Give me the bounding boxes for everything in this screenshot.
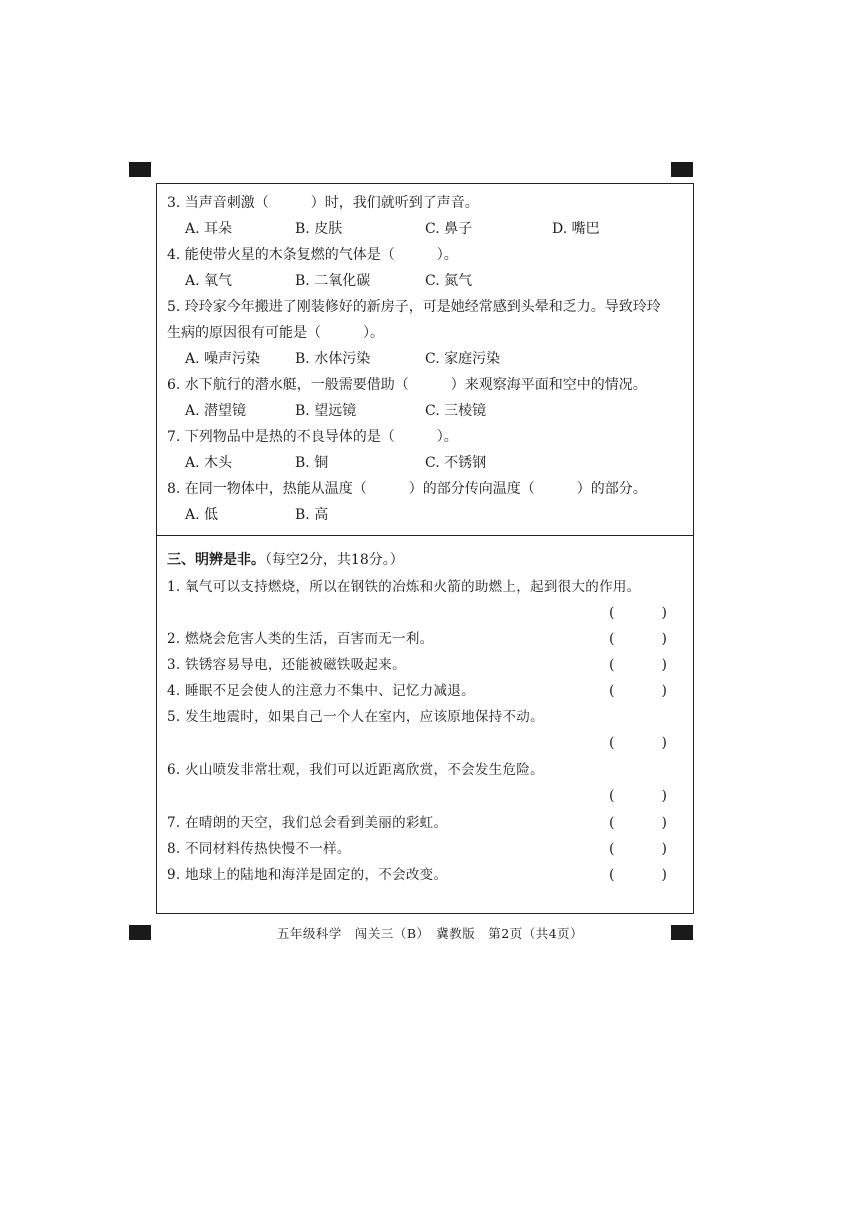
answer-blank[interactable]: ( ) (609, 631, 667, 647)
option: A. 潜望镜 (185, 403, 247, 419)
tf-item-4: 4. 睡眠不足会使人的注意力不集中、记忆力减退。 (167, 683, 475, 699)
question-5-stem-cont: 生病的原因很有可能是（ ）。 (167, 325, 384, 341)
exam-frame (156, 183, 694, 914)
answer-blank[interactable]: ( ) (609, 841, 667, 857)
tf-item-9: 9. 地球上的陆地和海洋是固定的，不会改变。 (167, 867, 448, 883)
tf-item-3: 3. 铁锈容易导电，还能被磁铁吸起来。 (167, 657, 406, 673)
option: B. 二氧化碳 (295, 273, 371, 289)
question-5-stem: 5. 玲玲家今年搬进了刚装修好的新房子，可是她经常感到头晕和乏力。导致玲玲 (167, 299, 661, 315)
section-3-heading (167, 551, 404, 569)
tf-item-8: 8. 不同材料传热快慢不一样。 (167, 841, 351, 857)
question-7-stem: 7. 下列物品中是热的不良导体的是（ ）。 (167, 429, 458, 445)
option: B. 水体污染 (295, 351, 371, 367)
option: A. 耳朵 (185, 221, 233, 237)
option: A. 噪声污染 (185, 351, 261, 367)
option: B. 铜 (295, 455, 329, 471)
answer-blank[interactable]: ( ) (609, 657, 667, 673)
question-6-stem: 6. 水下航行的潜水艇，一般需要借助（ ）来观察海平面和空中的情况。 (167, 377, 647, 393)
section-3-title: 三、明辨是非。 (167, 552, 265, 568)
option: C. 家庭污染 (425, 351, 501, 367)
option: B. 高 (295, 507, 329, 523)
option: A. 氧气 (185, 273, 233, 289)
registration-mark-top-left (129, 162, 151, 177)
tf-item-6: 6. 火山喷发非常壮观，我们可以近距离欣赏，不会发生危险。 (167, 762, 544, 778)
registration-mark-top-right (671, 162, 693, 177)
answer-blank[interactable]: ( ) (609, 815, 667, 831)
answer-blank[interactable]: ( ) (609, 605, 667, 621)
question-8-stem: 8. 在同一物体中，热能从温度（ ）的部分传向温度（ ）的部分。 (167, 481, 647, 497)
answer-blank[interactable]: ( ) (609, 867, 667, 883)
option: C. 不锈钢 (425, 455, 487, 471)
question-3-stem: 3. 当声音刺激（ ）时，我们就听到了声音。 (167, 195, 479, 211)
question-4-stem: 4. 能使带火星的木条复燃的气体是（ ）。 (167, 247, 458, 263)
option: D. 嘴巴 (552, 221, 600, 237)
section-3-score: （每空2分，共18分。） (265, 552, 404, 568)
option: B. 望远镜 (295, 403, 357, 419)
answer-blank[interactable]: ( ) (609, 735, 667, 751)
answer-blank[interactable]: ( ) (609, 788, 667, 804)
tf-item-1: 1. 氧气可以支持燃烧，所以在钢铁的冶炼和火箭的助燃上，起到很大的作用。 (167, 579, 641, 595)
option: A. 木头 (185, 455, 233, 471)
option: A. 低 (185, 507, 219, 523)
tf-item-5: 5. 发生地震时，如果自己一个人在室内，应该原地保持不动。 (167, 709, 544, 725)
option: C. 鼻子 (425, 221, 473, 237)
answer-blank[interactable]: ( ) (609, 683, 667, 699)
tf-item-7: 7. 在晴朗的天空，我们总会看到美丽的彩虹。 (167, 815, 448, 831)
page-footer: 五年级科学 闯关三（B） 冀教版 第2页（共4页） (276, 926, 584, 941)
section-divider (157, 535, 693, 536)
option: C. 氮气 (425, 273, 473, 289)
tf-item-2: 2. 燃烧会危害人类的生活，百害而无一利。 (167, 631, 434, 647)
option: C. 三棱镜 (425, 403, 487, 419)
option: B. 皮肤 (295, 221, 343, 237)
